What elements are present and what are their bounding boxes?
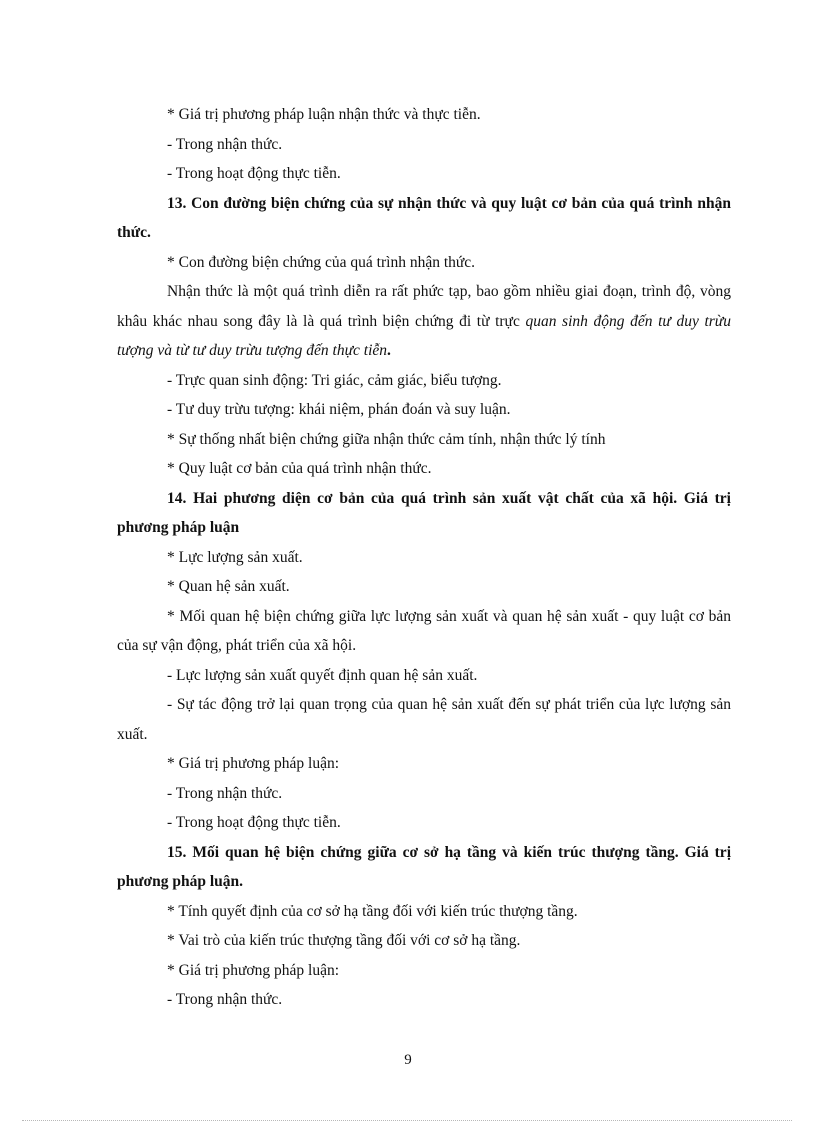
text-line: - Tư duy trừu tượng: khái niệm, phán đoán và suy luận. (167, 401, 511, 418)
text-line: * Mối quan hệ biện chứng giữa lực lượng sản xuất và quan hệ sản xuất - quy luật cơ bản của sự vận động, phát triển của xã hội. (117, 607, 731, 654)
text-line: - Trong hoạt động thực tiễn. (167, 165, 341, 182)
text-line: - Trong hoạt động thực tiễn. (167, 814, 341, 831)
footer-divider (22, 1120, 792, 1121)
section-heading-14: 14. Hai phương diện cơ bản của quá trình sản xuất vật chất của xã hội. Giá trị phương pháp luận (117, 489, 731, 536)
text-line: - Sự tác động trở lại quan trọng của quan hệ sản xuất đến sự phát triển của lực lượng sản xuất. (117, 696, 731, 743)
section-heading-15: 15. Mối quan hệ biện chứng giữa cơ sở hạ tầng và kiến trúc thượng tầng. Giá trị phương pháp luận. (117, 843, 731, 890)
text-line: * Giá trị phương pháp luận: (167, 755, 339, 772)
text-line: * Lực lượng sản xuất. (167, 548, 303, 566)
text-line: * Sự thống nhất biện chứng giữa nhận thức cảm tính, nhận thức lý tính (167, 430, 606, 448)
paragraph-end: . (387, 342, 391, 359)
page-number: 9 (404, 1052, 412, 1068)
text-line: * Quan hệ sản xuất. (167, 578, 290, 595)
text-line: * Con đường biện chứng của quá trình nhận thức. (167, 253, 476, 271)
text-line: - Trong nhận thức. (167, 135, 283, 153)
paragraph-italic-text: quan sinh động đến tư duy trừu tượng và từ tư duy trừu tượng đến thực tiễn (117, 312, 732, 359)
text-line: * Quy luật cơ bản của quá trình nhận thức. (167, 460, 432, 477)
text-line: * Vai trò của kiến trúc thượng tầng đối với cơ sở hạ tầng. (167, 932, 521, 949)
document-body (117, 100, 731, 1015)
text-line: - Trong nhận thức. (167, 991, 283, 1008)
text-line: - Trực quan sinh động: Tri giác, cảm giác, biểu tượng. (167, 371, 502, 389)
paragraph (117, 277, 731, 366)
text-line: * Giá trị phương pháp luận: (167, 961, 339, 979)
text-line: - Lực lượng sản xuất quyết định quan hệ sản xuất. (167, 666, 478, 684)
section-heading-13: 13. Con đường biện chứng của sự nhận thức và quy luật cơ bản của quá trình nhận thức. (117, 194, 731, 241)
text-line: * Giá trị phương pháp luận nhận thức và thực tiễn. (167, 106, 481, 123)
paragraph-text: Nhận thức là một quá trình diễn ra rất phức tạp, bao gồm nhiều giai đoạn, trình độ, vòng khâu khác nhau song đây là là quá trình biện chứng đi từ trực (117, 283, 731, 330)
text-line: - Trong nhận thức. (167, 784, 283, 802)
text-line: * Tính quyết định của cơ sở hạ tầng đối với kiến trúc thượng tầng. (167, 902, 578, 920)
